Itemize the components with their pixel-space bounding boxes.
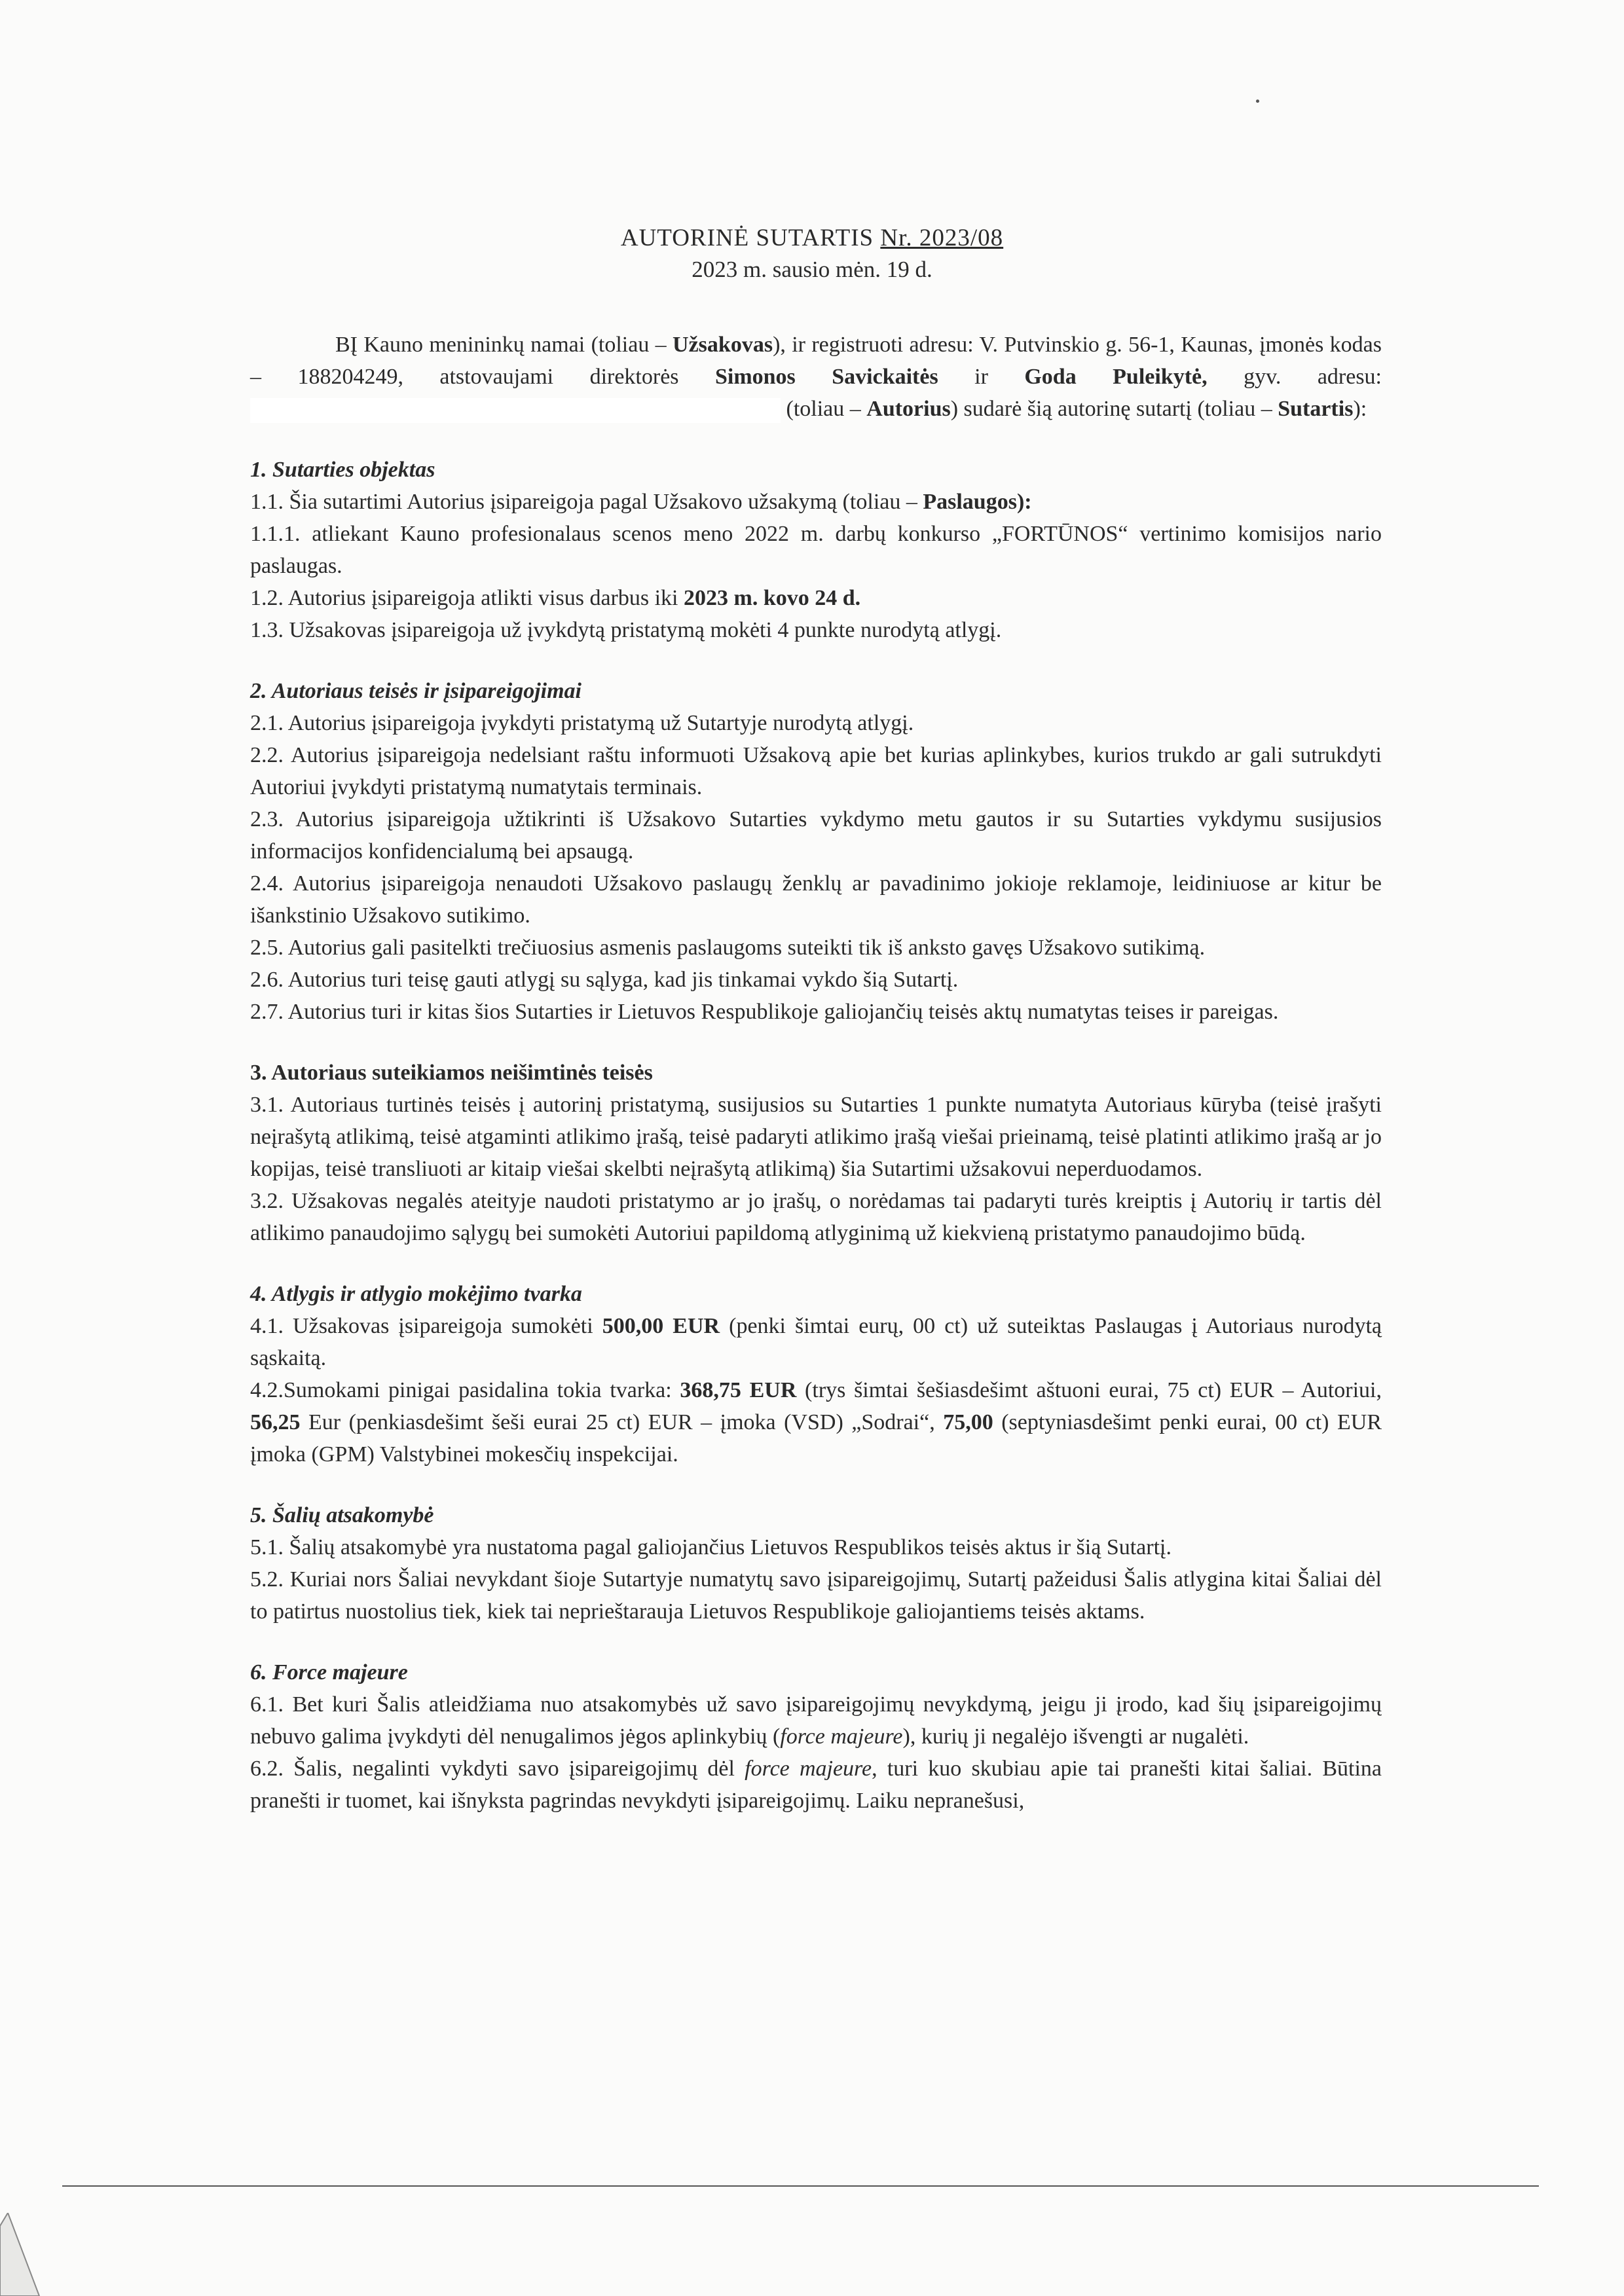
party-client: Užsakovas <box>673 333 773 357</box>
contract-date: 2023 m. sausio mėn. 19 d. <box>692 257 932 282</box>
clause-4-1 <box>250 1310 1382 1374</box>
contract-number: Nr. 2023/08 <box>880 225 1004 251</box>
clause-text: Eur (penkiasdešimt šeši eurai 25 ct) EUR – įmoka (VSD) „Sodrai“, <box>300 1410 944 1434</box>
intro-text: ) sudarė šią autorinę sutartį (toliau – <box>950 397 1278 421</box>
clause-2-7: 2.7. Autorius turi ir kitas šios Sutarties ir Lietuvos Respublikoje galiojančių teisės aktų numatytas teises ir pareigas. <box>250 1000 1279 1024</box>
intro-text: gyv. adresu: <box>1207 365 1382 389</box>
section-6-title: 6. Force majeure <box>250 1660 408 1685</box>
intro-text: ir <box>938 365 1025 389</box>
services-term: Paslaugos): <box>923 490 1032 514</box>
clause-text: (penki šimtai eurų, 00 ct) už suteiktas Paslaugas į Autoriaus nurodytą sąskaitą. <box>250 1314 1382 1370</box>
clause-text: 1.2. Autorius įsipareigoja atlikti visus darbus iki <box>250 586 684 610</box>
contract-term: Sutartis <box>1278 397 1354 421</box>
gpm-amount: 75,00 <box>943 1410 993 1434</box>
clause-1-3: 1.3. Užsakovas įsipareigoja už įvykdytą pristatymą mokėti 4 punkte nurodytą atlygį. <box>250 618 1002 642</box>
clause-1-2 <box>250 582 1382 614</box>
author-amount: 368,75 EUR <box>680 1378 797 1402</box>
director-name: Simonos Savickaitės <box>714 365 938 389</box>
redacted-address <box>250 398 781 423</box>
clause-text: 6.1. Bet kuri Šalis atleidžiama nuo atsakomybės už savo įsipareigojimų nevykdymą, jeigu ji įrodo, kad šių įsipareigojimų nebuvo galima įvykdyti dėl nenugalimos jėgos aplinkybių ( <box>250 1692 1382 1749</box>
clause-text: 6.2. Šalis, negalinti vykdyti savo įsipareigojimų dėl <box>250 1757 745 1781</box>
author-name: Goda Puleikytė, <box>1024 365 1208 389</box>
clause-2-6: 2.6. Autorius turi teisę gauti atlygį su sąlyga, kad jis tinkamai vykdo šią Sutartį. <box>250 968 959 992</box>
clause-3-2: 3.2. Užsakovas negalės ateityje naudoti pristatymo ar jo įrašų, o norėdamas tai padaryti turės kreiptis į Autorių ir tartis dėl atlikimo panaudojimo sąlygų bei sumokėti Autoriui papildomą atlyginimą už kiekvieną pristatymo panaudojimo būdą. <box>250 1189 1382 1245</box>
clause-1-1-1: 1.1.1. atliekant Kauno profesionalaus scenos meno 2022 m. darbų konkurso „FORTŪNOS“ vertinimo komisijos nario paslaugas. <box>250 522 1382 578</box>
clause-3-1: 3.1. Autoriaus turtinės teisės į autorinį pristatymą, susijusios su Sutarties 1 punkte numatyta Autoriaus kūryba (teisė įrašyti neįrašytą atlikimą, teisė atgaminti atlikimo įrašą, teisė padaryti atlikimo įrašą viešai prieinamą, teisė platinti atlikimo įrašą ar jo kopijas, teisė transliuoti ar kitaip viešai skelbti neįrašytą atlikimą) šia Sutartimi užsakovui neperduodamos. <box>250 1093 1382 1181</box>
clause-6-1 <box>250 1688 1382 1753</box>
clause-2-1: 2.1. Autorius įsipareigoja įvykdyti pristatymą už Sutartyje nurodytą atlygį. <box>250 711 914 735</box>
clause-5-1: 5.1. Šalių atsakomybė yra nustatoma pagal galiojančius Lietuvos Respublikos teisės aktus ir šią Sutartį. <box>250 1535 1172 1559</box>
intro-paragraph <box>250 329 1382 425</box>
intro-text: (toliau – <box>781 397 867 421</box>
total-amount: 500,00 EUR <box>602 1314 720 1338</box>
clause-text: , turi kuo skubiau apie tai pranešti kitai šaliai. Būtina pranešti ir tuomet, kai išnyksta pagrindas nevykdyti įsipareigojimų. Laiku nepranešusi, <box>250 1757 1382 1813</box>
section-3-title: 3. Autoriaus suteikiamos neišimtinės teisės <box>250 1061 653 1085</box>
section-2-title: 2. Autoriaus teisės ir įsipareigojimai <box>250 679 581 703</box>
clause-2-5: 2.5. Autorius gali pasitelkti trečiuosius asmenis paslaugoms suteikti tik iš anksto gavęs Užsakovo sutikimą. <box>250 936 1206 960</box>
clause-text: 4.1. Užsakovas įsipareigoja sumokėti <box>250 1314 602 1338</box>
clause-5-2: 5.2. Kuriai nors Šaliai nevykdant šioje Sutartyje numatytų savo įsipareigojimų, Sutartį pažeidusi Šalis atlygina kitai Šaliai dėl to patirtus nuostolius tiek, kiek tai neprieštarauja Lietuvos Respublikoje galiojantiems teisės aktams. <box>250 1567 1382 1624</box>
section-4-title: 4. Atlygis ir atlygio mokėjimo tvarka <box>250 1282 582 1306</box>
footer-rule <box>62 2185 1539 2187</box>
clause-4-2 <box>250 1374 1382 1470</box>
force-majeure-term: force majeure <box>745 1757 872 1781</box>
clause-6-2 <box>250 1753 1382 1817</box>
intro-text: ), ir registruoti adresu: V. Putvinskio g. 56-1, Kaunas, įmonės kodas – 188204249, atstovaujami direktorės <box>250 333 1382 389</box>
party-author: Autorius <box>866 397 951 421</box>
force-majeure-term: force majeure <box>780 1724 903 1749</box>
clause-2-4: 2.4. Autorius įsipareigoja nenaudoti Užsakovo paslaugų ženklų ar pavadinimo jokioje reklamoje, leidiniuose ar kitur be išankstinio Užsakovo sutikimo. <box>250 871 1382 928</box>
clause-text: (septyniasdešimt penki eurai, 00 ct) EUR įmoka (GPM) Valstybinei mokesčių inspekcijai. <box>250 1410 1382 1467</box>
clause-2-2: 2.2. Autorius įsipareigoja nedelsiant raštu informuoti Užsakovą apie bet kurias aplinkybes, kurios trukdo ar gali sutrukdyti Autoriui įvykdyti pristatymą numatytais terminais. <box>250 743 1382 799</box>
vsd-amount: 56,25 <box>250 1410 301 1434</box>
section-5-title: 5. Šalių atsakomybė <box>250 1503 434 1527</box>
contract-title <box>0 224 1624 252</box>
clause-text: 4.2.Sumokami pinigai pasidalina tokia tvarka: <box>250 1378 680 1402</box>
title-text: AUTORINĖ SUTARTIS <box>620 225 874 251</box>
clause-text: (trys šimtai šešiasdešimt aštuoni eurai, 75 ct) EUR – Autoriui, <box>796 1378 1382 1402</box>
clause-2-3: 2.3. Autorius įsipareigoja užtikrinti iš Užsakovo Sutarties vykdymo metu gautos ir su Sutarties vykdymu susijusios informacijos konfidencialumą bei apsaugą. <box>250 807 1382 864</box>
section-1-title: 1. Sutarties objektas <box>250 458 435 482</box>
page-corner-fold <box>0 2213 59 2296</box>
intro-text: BĮ Kauno menininkų namai (toliau – <box>335 333 673 357</box>
clause-1-1 <box>250 486 1382 518</box>
contract-body <box>250 329 1382 1817</box>
scan-speck <box>1256 100 1259 103</box>
clause-text: ), kurių ji negalėjo išvengti ar nugalėti. <box>902 1724 1249 1749</box>
deadline-date: 2023 m. kovo 24 d. <box>684 586 861 610</box>
clause-text: 1.1. Šia sutartimi Autorius įsipareigoja pagal Užsakovo užsakymą (toliau – <box>250 490 923 514</box>
intro-text: ): <box>1353 397 1367 421</box>
